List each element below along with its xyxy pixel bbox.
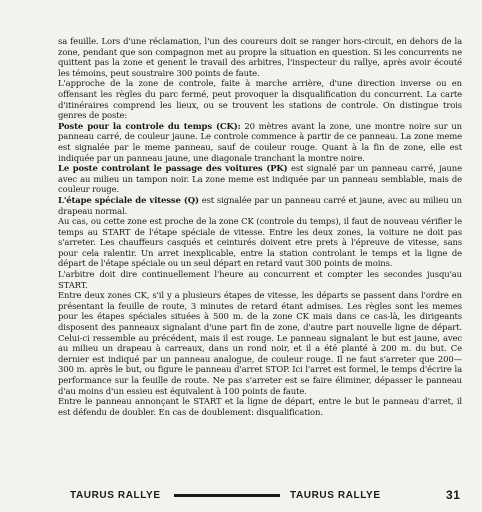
- paragraph-overtaking: Entre le panneau annonçant le START et la ligne de départ, entre le but le panneau d'arret, il est défendu de doubler. En cas de doublement: disqualification.: [58, 396, 462, 417]
- paragraph-multiple-stages: Entre deux zones CK, s'il y a plusieurs étapes de vitesse, les départs se passent dans l'ordre en présentant la feuille de route, 3 minutes de retard étant admises. Les règles sont les memes pour les étapes spéciales situées à 500 m. de la zone CK mais dans ce cas-là, les dirigeants disposent des panneaux signalant d'une part fin de zone, d'autre part nouvelle ligne de départ. Celui-ci ressemble au précédent, mais il est rouge. Le panneau signalant le but est jaune, avec au milieu un drapeau à carreaux, dans un rond noir, et il a été planté à 200 m. du but. Ce dernier est indiqué par un panneau analogue, de couleur rouge. Il ne faut s'arreter que 200—300 m. après le but, ou figure le panneau d'arret STOP. Ici l'arret est formel, le temps d'écrire la performance sur la feuille de route. Ne pas s'arreter est se faire éliminer, dépasser le panneau d'au moins d'un essieu est équivalent à 100 points de faute.: [58, 290, 462, 396]
- footer-brand-right: TAURUS RALLYE: [290, 490, 381, 501]
- text-q-stage: est signalée par un panneau carré et jaune, avec au milieu un drapeau normal.: [58, 194, 462, 216]
- paragraph-claims: sa feuille. Lors d'une réclamation, l'un des coureurs doit se ranger hors-circuit, en dehors de la zone, pendant que son compagnon met au propre la situation en question. Si les concurrents ne quittent pas la zone et genent le travail des arbitres, l'inspecteur du rallye, après avoir écouté les témoins, peut soustraire 300 points de faute.: [58, 36, 462, 78]
- paragraph-pk-post: [58, 163, 462, 195]
- paragraph-ck-proximity: Au cas, ou cette zone est proche de la zone CK (controle du temps), il faut de nouveau vérifier le temps au START de l'étape spéciale de vitesse. Entre les deux zones, la voiture ne doit pas s'arreter. Les chauffeurs casqués et ceinturés doivent etre prets à l'épreuve de vitesse, sans pour cela ralentir. Un arret inexplicable, entre la station controlant le temps et la ligne de départ de l'étape spéciale ou un seul départ en retard vaut 300 points de moins.: [58, 216, 462, 269]
- page-number: 31: [446, 488, 461, 502]
- page-footer: [70, 488, 470, 504]
- paragraph-ck-post: [58, 121, 462, 163]
- paragraph-approach: L'approche de la zone de controle, faite à marche arrière, d'une direction inverse ou en offensant les règles du parc fermé, peut provoquer la disqualification du concurrent. La carte d'itinéraires comprend les lieux, ou se trouvent les stations de controle. On distingue trois genres de poste:: [58, 78, 462, 121]
- footer-brand-left: TAURUS RALLYE: [70, 490, 161, 501]
- text-ck-post: 20 mètres avant la zone, une montre noire sur un panneau carré, de couleur jaune. Le controle commence à partir de ce panneau. La zone meme est signalée par le meme panneau, sauf de couleur rouge. Quant à la fin de zone, elle est indiquée par un panneau jaune, une diagonale tranchant la montre noire.: [58, 120, 462, 163]
- heading-pk-post: Le poste controlant le passage des voitures (PK): [58, 163, 288, 174]
- heading-q-stage: L'étape spéciale de vitesse (Q): [58, 194, 199, 205]
- text-pk-post: est signalé par un panneau carré, jaune avec au milieu un tampon noir. La zone meme est indiquée par un panneau semblable, mais de couleur rouge.: [58, 163, 462, 195]
- page-body: [58, 36, 462, 417]
- paragraph-referee: L'arbitre doit dire continuellement l'heure au concurrent et compter les secondes jusqu'au START.: [58, 269, 462, 290]
- paragraph-q-stage: [58, 195, 462, 216]
- heading-ck-post: Poste pour la controle du temps (CK):: [58, 120, 241, 131]
- footer-divider: [174, 494, 280, 497]
